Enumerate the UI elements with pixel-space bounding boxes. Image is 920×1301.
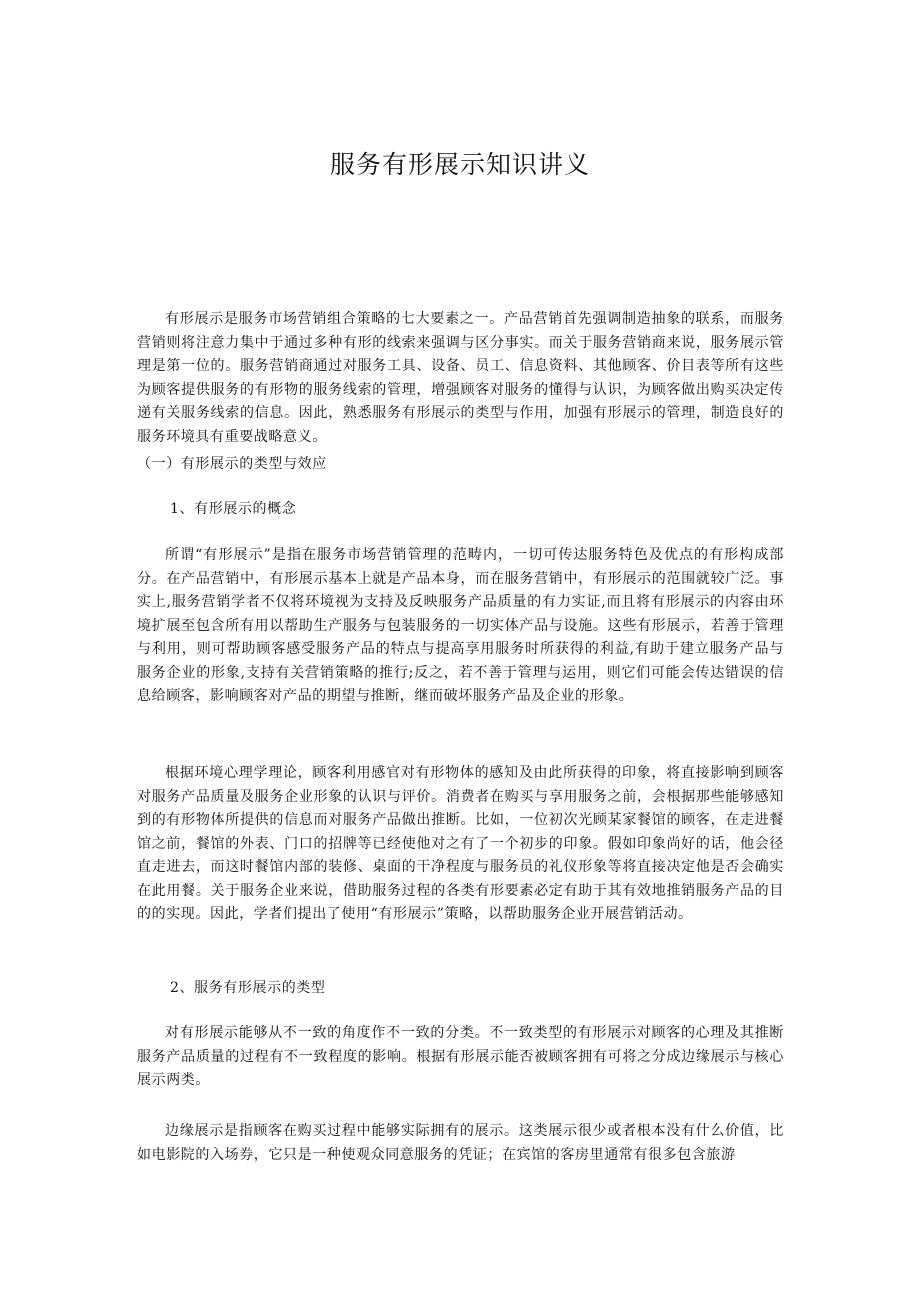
paragraph-peripheral: 边缘展示是指顾客在购买过程中能够实际拥有的展示。这类展示很少或者根本没有什么价值，比如电影院的入场券，它只是一种使观众同意服务的凭证；在宾馆的客房里通常有很多包含旅游 [137, 1123, 784, 1163]
paragraph-intro: 有形展示是服务市场营销组合策略的七大要素之一。产品营销首先强调制造抽象的联系，而服务营销则将注意力集中于通过多种有形的线索来强调与区分事实。而关于服务营销商来说，服务展示管理是第一位的。服务营销商通过对服务工具、设备、员工、信息资料、其他顾客、价目表等所有这些为顾客提供服务的有形物的服务线索的管理，增强顾客对服务的懂得与认识，为顾客做出购买决定传递有关服务线索的信息。因此，熟悉服务有形展示的类型与作用，加强有形展示的管理，制造良好的服务环境具有重要战略意义。 [137, 311, 784, 445]
paragraph-psychology: 根据环境心理学理论，顾客利用感官对有形物体的感知及由此所获得的印象，将直接影响到顾客对服务产品质量及服务企业形象的认识与评价。消费者在购买与享用服务之前，会根据那些能够感知到的有形物体所提供的信息而对服务产品做出推断。比如，一位初次光顾某家餐馆的顾客，在走进餐馆之前，餐馆的外表、门口的招牌等已经使他对之有了一个初步的印象。假如印象尚好的话，他会径直走进去，而这时餐馆内部的装修、桌面的干净程度与服务员的礼仪形象等将直接决定他是否会确实在此用餐。关于服务企业来说，借助服务过程的各类有形要素必定有助于其有效地推销服务产品的目的的实现。因此，学者们提出了使用“有形展示”策略，以帮助服务企业开展营销活动。 [137, 765, 784, 922]
subheading-concept: 1、有形展示的概念 [170, 501, 297, 517]
paragraph-types: 对有形展示能够从不一致的角度作不一致的分类。不一致类型的有形展示对顾客的心理及其推断服务产品质量的过程有不一致程度的影响。根据有形展示能否被顾客拥有可将之分成边缘展示与核心展示两类。 [137, 1025, 784, 1088]
document-title: 服务有形展示知识讲义 [329, 150, 590, 179]
section-heading-1: （一）有形展示的类型与效应 [137, 456, 327, 472]
subheading-types: 2、服务有形展示的类型 [170, 980, 326, 996]
paragraph-concept: 所谓“有形展示”是指在服务市场营销管理的范畴内，一切可传达服务特色及优点的有形构成部分。在产品营销中，有形展示基本上就是产品本身，而在服务营销中，有形展示的范围就较广泛。事实上,服务营销学者不仅将环境视为支持及反映服务产品质量的有力实证,而且将有形展示的内容由环境扩展至包含所有用以帮助生产服务与包装服务的一切实体产品与设施。这些有形展示，若善于管理与利用，则可帮助顾客感受服务产品的特点与提高享用服务时所获得的利益,有助于建立服务产品与服务企业的形象,支持有关营销策略的推行;反之，若不善于管理与运用，则它们可能会传达错误的信息给顾客，影响顾客对产品的期望与推断，继而破坏服务产品及企业的形象。 [137, 547, 784, 704]
